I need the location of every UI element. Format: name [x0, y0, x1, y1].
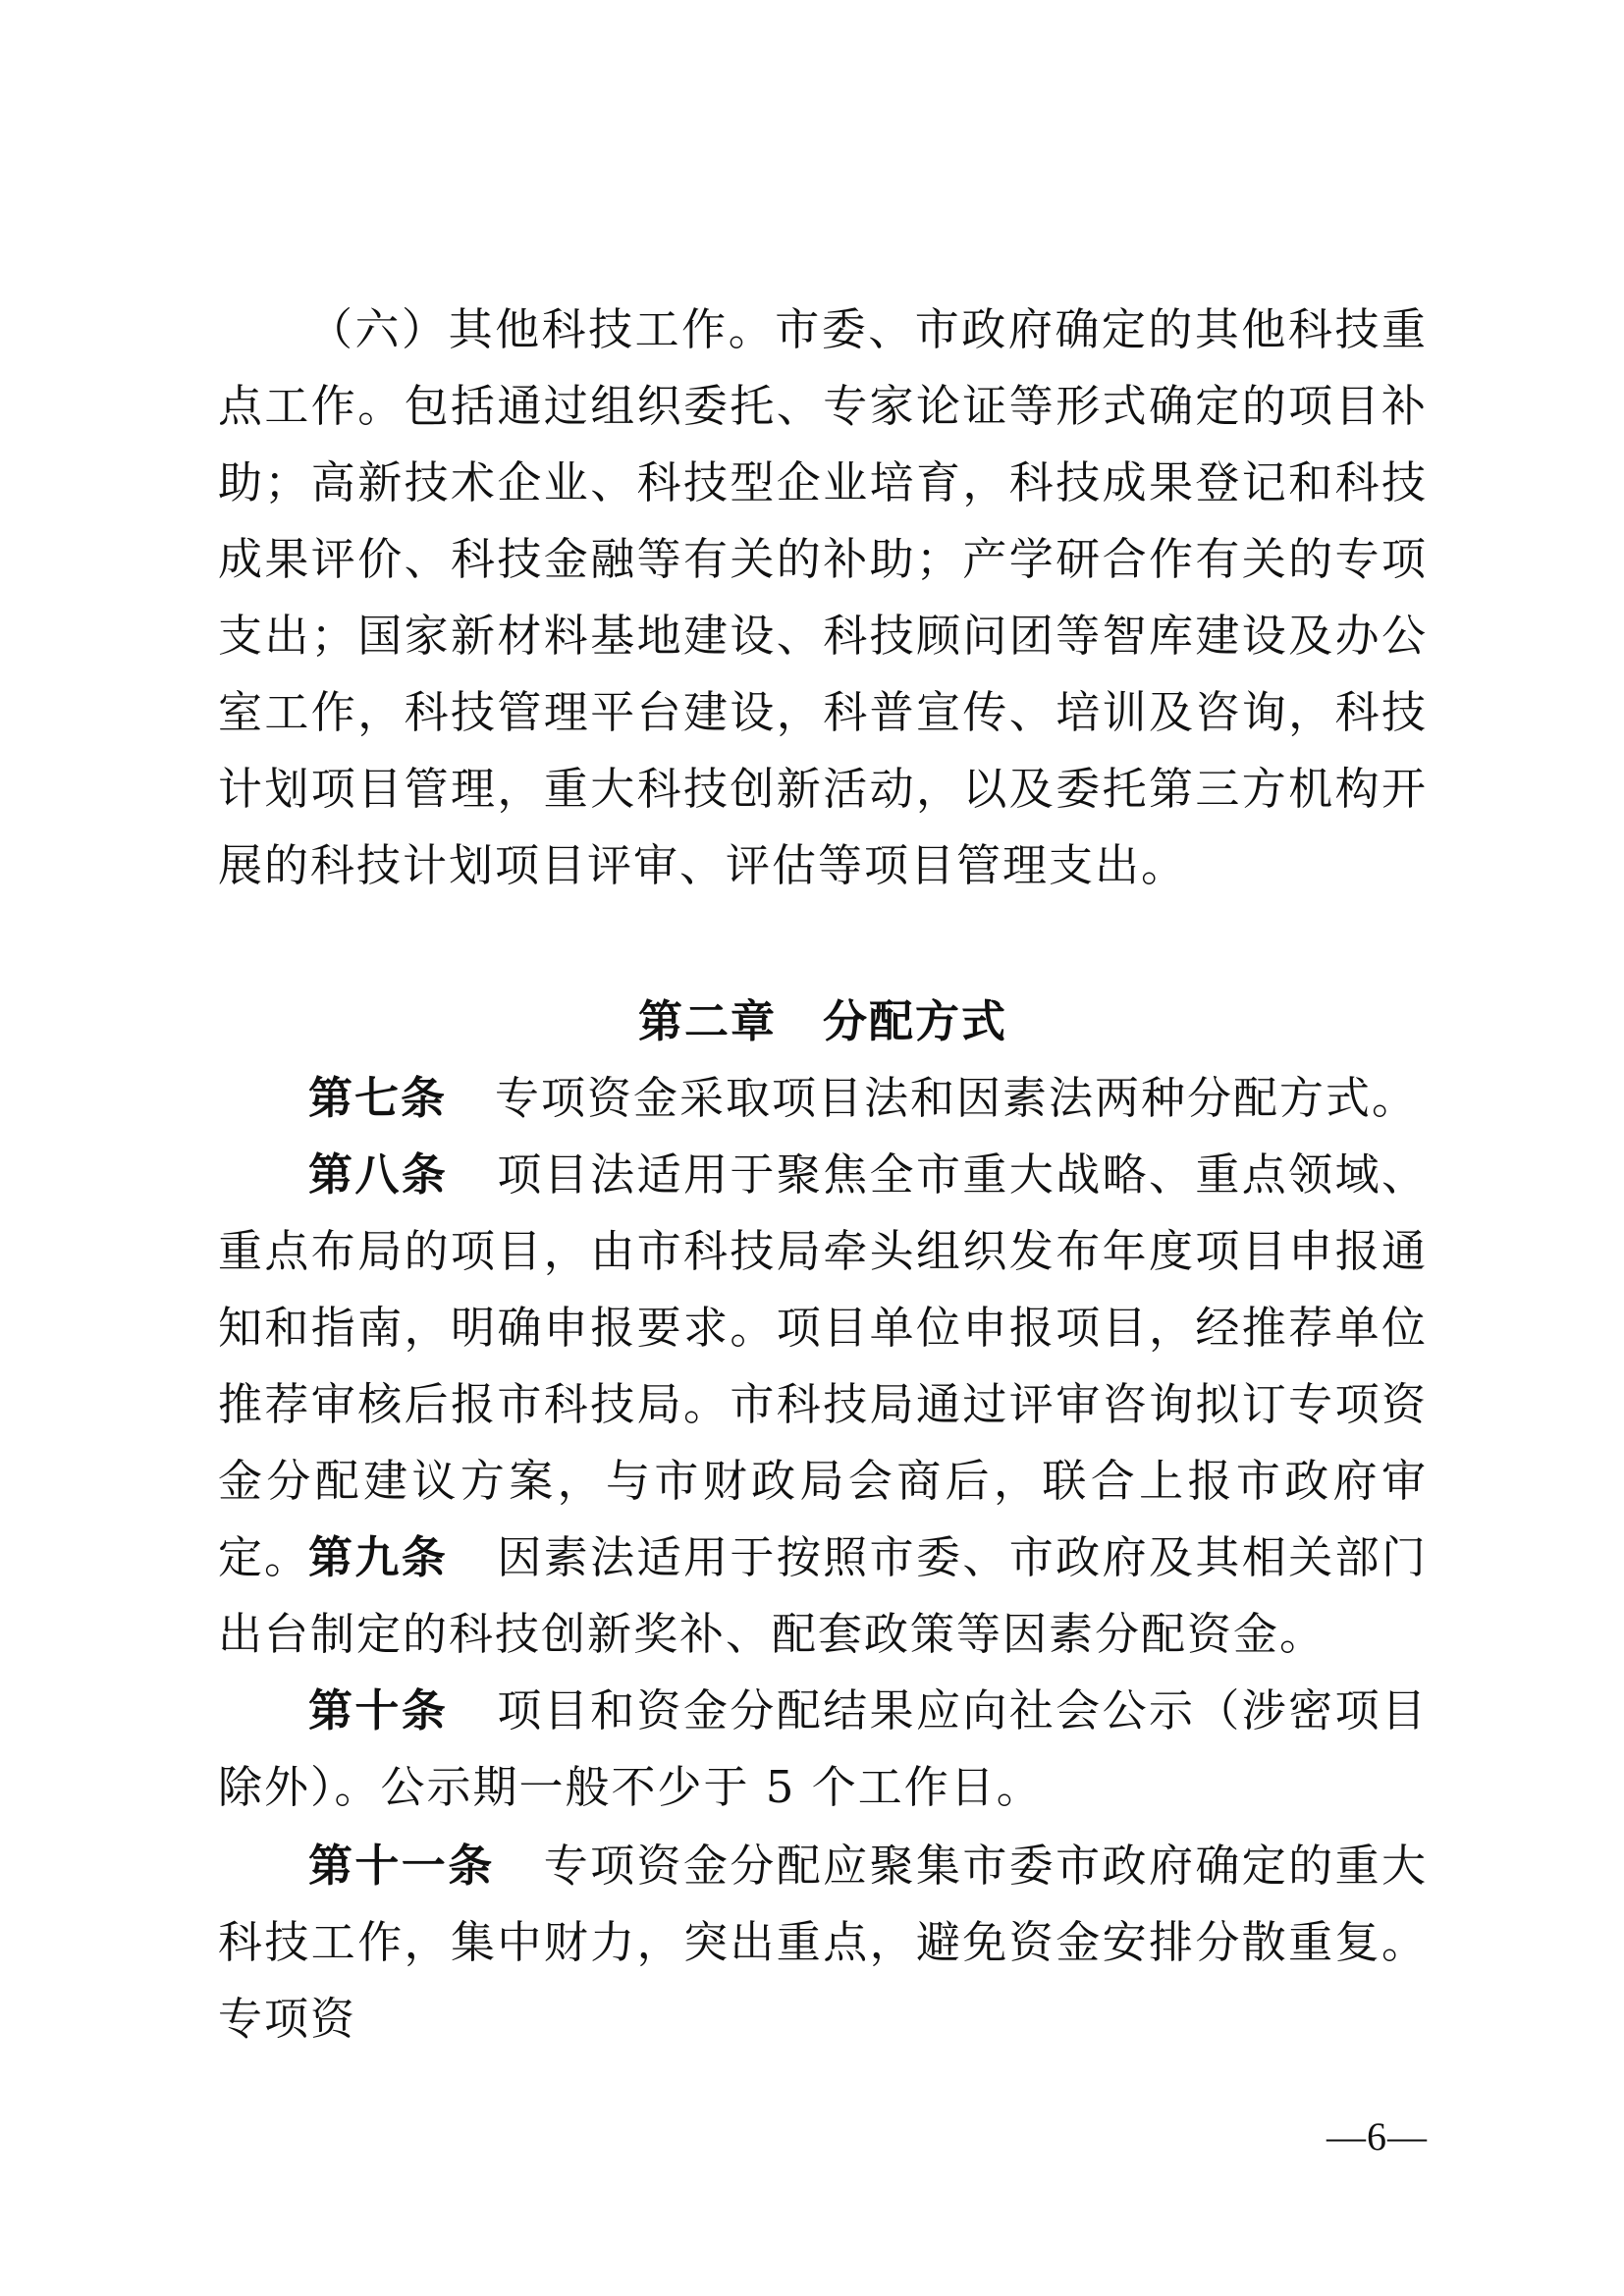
article-label: 第八条 [308, 1148, 449, 1201]
article-11 [218, 1828, 1428, 2057]
article-text: 专项资金分配应聚集市委市政府确定的重大科技工作，集中财力，突出重点，避免资金安排分散重复。专项资 [218, 1840, 1428, 2045]
article-label: 第九条 [308, 1531, 449, 1583]
article-label: 第七条 [308, 1072, 448, 1124]
paragraph-other-tech-work: （六）其他科技工作。市委、市政府确定的其他科技重点工作。包括通过组织委托、专家论证等形式确定的项目补助；高新技术企业、科技型企业培育，科技成果登记和科技成果评价、科技金融等有关的补助；产学研合作有关的专项支出；国家新材料基地建设、科技顾问团等智库建设及办公室工作，科技管理平台建设，科普宣传、培训及咨询，科技计划项目管理，重大科技创新活动，以及委托第三方机构开展的科技计划项目评审、评估等项目管理支出。 [218, 303, 1428, 891]
article-9 [218, 1520, 1428, 1673]
article-text: 专项资金采取项目法和因素法两种分配方式。 [494, 1072, 1418, 1124]
article-text: 项目和资金分配结果应向社会公示（涉密项目除外）。公示期一般不少于 5 个工作日。 [218, 1684, 1428, 1813]
article-10 [218, 1673, 1428, 1826]
article-text: 因素法适用于按照市委、市政府及其相关部门出台制定的科技创新奖补、配套政策等因素分配资金。 [218, 1531, 1428, 1660]
chapter-title: 第二章 分配方式 [637, 995, 1007, 1047]
article-label: 第十条 [308, 1684, 449, 1736]
article-7 [218, 1060, 1428, 1137]
article-label: 第十一条 [308, 1840, 495, 1892]
page-number: —6— [1326, 2114, 1428, 2159]
article-text: 项目法适用于聚焦全市重大战略、重点领域、重点布局的项目，由市科技局牵头组织发布年度项目申报通知和指南，明确申报要求。项目单位申报项目，经推荐单位推荐审核后报市科技局。市科技局通过评审咨询拟订专项资金分配建议方案，与市财政局会商后，联合上报市政府审定。 [218, 1148, 1428, 1583]
